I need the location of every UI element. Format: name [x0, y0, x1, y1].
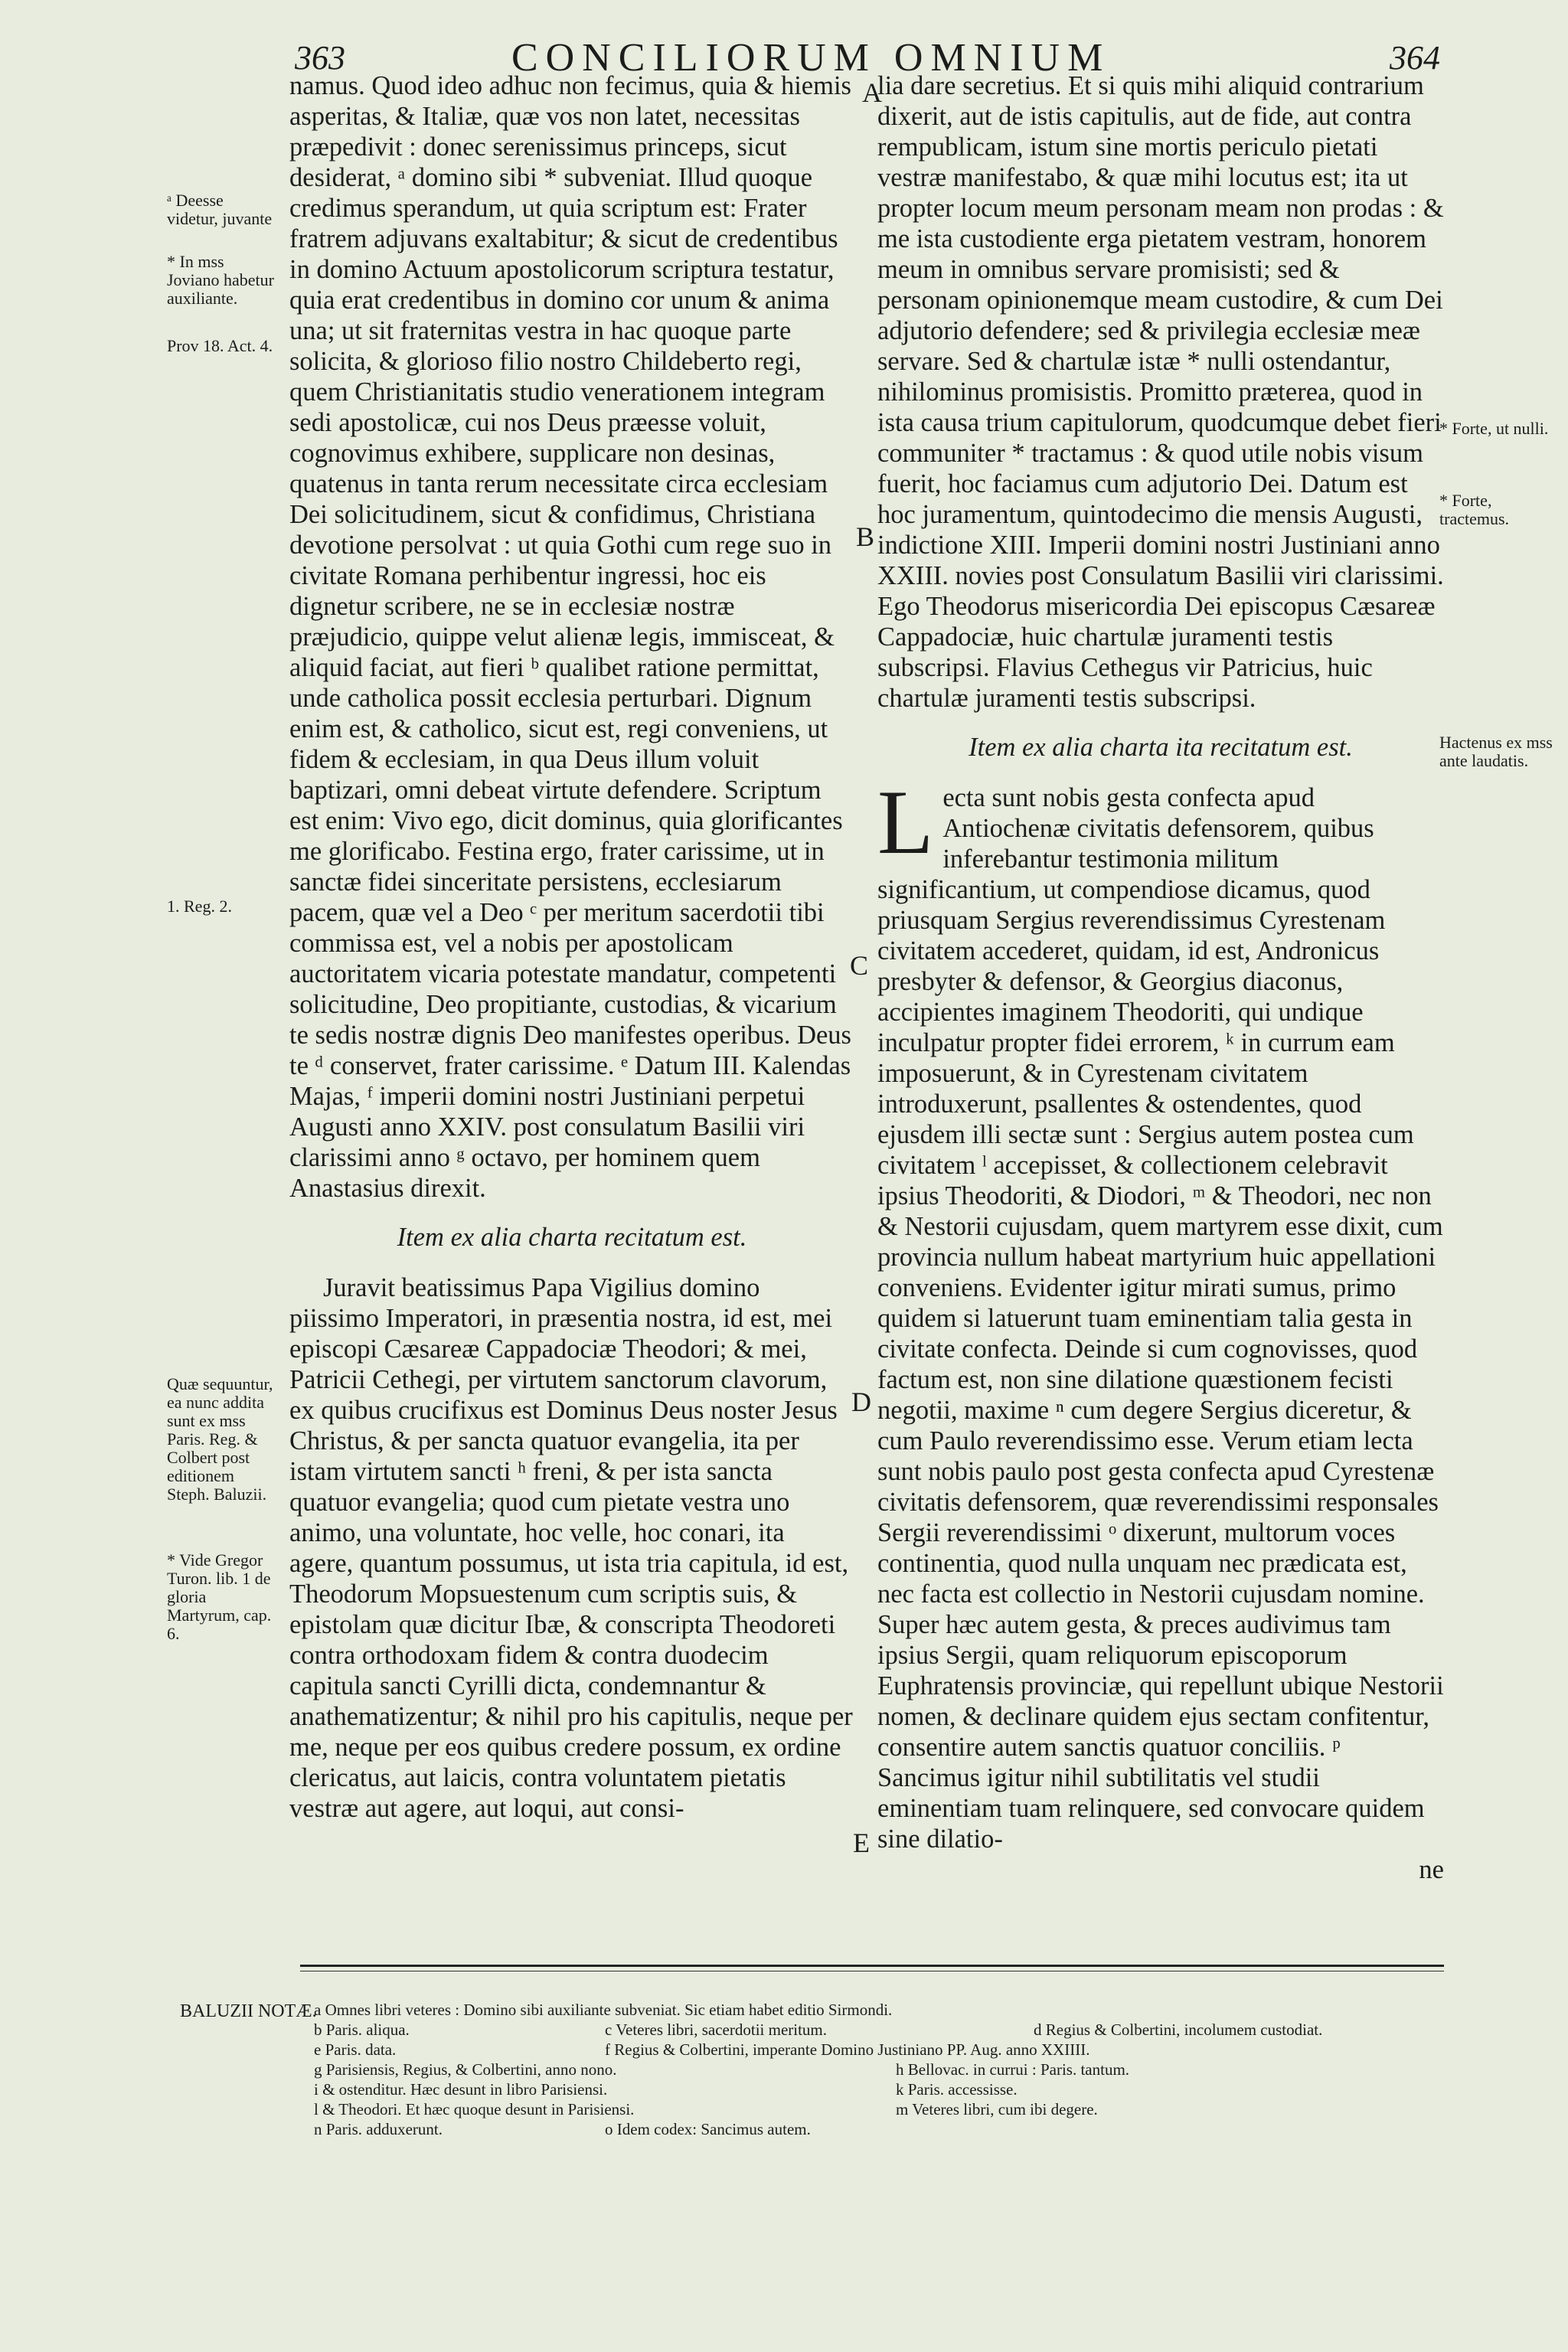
footnote-row: [314, 2000, 1447, 2020]
section-letter-a: A: [862, 77, 882, 108]
footnote: e Paris. data.: [314, 2040, 397, 2059]
page-number-right: 364: [1390, 39, 1440, 77]
footnote: a Omnes libri veteres : Domino sibi auxiliante subveniat. Sic etiam habet editio Sirmondi.: [314, 2001, 893, 2019]
footnote: f Regius & Colbertini, imperante Domino Justiniano PP. Aug. anno XXIIII.: [605, 2040, 1090, 2059]
footnote: k Paris. accessisse.: [896, 2080, 1018, 2099]
footnote-row: [314, 2099, 1447, 2119]
footnote-row: [314, 2060, 1447, 2079]
body-paragraph: lia dare secretius. Et si quis mihi aliquid contrarium dixerit, aut de istis capitulis, aut de fide, aut contra rempublicam, istum sine mortis periculo pietati vestræ manifestabo, & quæ mihi locutus est; ita ut propter locum meum personam meam non prodas : & me ista custodiente erga pietatem vestram, honorem meum in omnibus servare promisisti; sed & personam opinionemque meam custodire, & cum Dei adjutorio defendere; sed & privilegia ecclesiæ meæ servare. Sed & chartulæ istæ * nulli ostendantur, nihilominus promisistis. Promitto præterea, quod in ista causa trium capitulorum, quodcumque debet fieri communiter * tractamus : & quod utile nobis visum fuerit, hoc faciamus cum adjutorio Dei. Datum est hoc juramentum, quintodecimo die mensis Augusti, indictione XIII. Imperii domini nostri Justiniani anno XXIII. novies post Consulatum Basilii viri clarissimi. Ego Theodorus misericordia Dei episcopus Cæsareæ Cappadociæ, huic chartulæ juramenti testis subscripsi. Flavius Cethegus vir Patricius, huic chartulæ juramenti testis subscripsi.: [877, 71, 1444, 713]
catchword: ne: [1419, 1855, 1444, 1884]
dropcap-paragraph: [877, 771, 1444, 1854]
drop-capital: L: [877, 771, 934, 873]
footnote-row: [314, 2020, 1447, 2040]
footnotes-label: BALUZII NOTÆ.: [180, 2001, 317, 2021]
body-paragraph: Juravit beatissimus Papa Vigilius domino piissimo Imperatori, in præsentia nostra, id est, mei episcopi Cæsareæ Cappadociæ Theodori; & mei, Patricii Cethegi, per virtutem sanctorum clavorum, ex quibus crucifixus est Dominus Deus noster Jesus Christus, & per sancta quatuor evangelia, ita per istam virtutem sancti ʰ freni, & per ista sancta quatuor evangelia; quod cum pietate vestra uno animo, una voluntate, hoc velle, hoc conari, ita agere, quantum possumus, ut ista tria capitula, id est, Theodorum Mopsuestenum cum scriptis suis, & epistolam quæ dicitur Ibæ, & conscripta Theodoreti contra orthodoxam fidem & contra duodecim capitula sancti Cyrilli dicta, condemnantur & anathematizentur; & nihil pro his capitulis, neque per me, neque per eos quibus credere possum, ex ordine clericatus, aut laicis, contra voluntatem pietatis vestræ aut agere, aut loqui, aut consi-: [289, 1273, 853, 1823]
margin-note: ᵃ Deesse videtur, juvante: [167, 191, 273, 228]
margin-note: * Vide Gregor Turon. lib. 1 de gloria Martyrum, cap. 6.: [167, 1550, 272, 1643]
margin-note: Prov 18. Act. 4.: [167, 336, 273, 355]
margin-note: 1. Reg. 2.: [167, 897, 232, 916]
margin-note: Hactenus ex mss ante laudatis.: [1439, 733, 1553, 770]
margin-note: * In mss Joviano habetur auxiliante.: [167, 252, 274, 308]
page-number-left: 363: [295, 39, 345, 77]
footnote: d Regius & Colbertini, incolumem custodiat.: [1034, 2020, 1323, 2039]
footnote-row: [314, 2079, 1447, 2099]
margin-note: * Forte, ut nulli.: [1439, 419, 1549, 438]
margin-note: Quæ sequuntur, ea nunc addita sunt ex mss Paris. Reg. & Colbert post editionem Steph. Baluzii.: [167, 1374, 273, 1504]
section-letter-d: D: [851, 1387, 871, 1417]
footnote: h Bellovac. in currui : Paris. tantum.: [896, 2060, 1130, 2079]
footnote: b Paris. aliqua.: [314, 2020, 410, 2039]
footnote: m Veteres libri, cum ibi degere.: [896, 2100, 1098, 2118]
footnote-row: [314, 2119, 1447, 2139]
section-letter-c: C: [850, 950, 869, 981]
body-paragraph: ecta sunt nobis gesta confecta apud Antiochenæ civitatis defensorem, quibus inferebantur testimonia militum significantium, ut compendiose dicamus, quod priusquam Sergius reverendissimus Cyrestenam civitatem accederet, quidam, id est, Andronicus presbyter & defensor, & Georgius diaconus, accipientes imaginem Theodoriti, qui undique inculpatur propter fidei errorem, ᵏ in currum eam imposuerunt, & in Cyrestenam civitatem introduxerunt, psallentes & ostendentes, quod ejusdem illi sectæ sunt : Sergius autem postea cum civitatem ˡ accepisset, & collectionem celebravit ipsius Theodoriti, & Diodori, ᵐ & Theodori, nec non & Nestorii cujusdam, quem martyrem esse dixit, cum provincia nullum habeat martyrium huic appellationi conveniens. Evidenter igitur mirati sumus, primo quidem si latuerunt tuam eminentiam talia gesta in civitate confecta. Deinde si cum cognovisses, quod factum est, non sine dilatione quæstionem fecisti negotii, maxime ⁿ cum degere Sergius diceretur, & cum Paulo reverendissimo esse. Verum etiam lecta sunt nobis paulo post gesta confecta apud Cyrestenæ civitatis defensorem, quæ reverendissimi responsales Sergii reverendissimi ᵒ dixerunt, multorum voces continentia, quod nulla unquam nec prædicata est, nec facta est collectio in Nestorii cujusdam nomine. Super hæc autem gesta, & preces audivimus tam ipsius Sergii, quam reliquorum episcoporum Euphratensis provinciæ, qui repellunt ubique Nestorii nomen, & declinare quidem ejus sectam confitentur, consentire autem sanctis quatuor conciliis. ᵖ Sancimus igitur nihil subtilitatis vel studii eminentiam tuam relinquere, sed convocare quidem sine dilatio-: [877, 783, 1444, 1854]
footnote: o Idem codex: Sancimus autem.: [605, 2120, 811, 2138]
section-letter-b: B: [856, 521, 875, 552]
margin-note: * Forte, tractemus.: [1439, 491, 1510, 528]
footnote: g Parisiensis, Regius, & Colbertini, anno nono.: [314, 2060, 617, 2079]
footnote: c Veteres libri, sacerdotii meritum.: [605, 2020, 828, 2039]
body-paragraph: namus. Quod ideo adhuc non fecimus, quia & hiemis asperitas, & Italiæ, quæ vos non latet, necessitas præpedivit : donec serenissimus princeps, sicut desiderat, ᵃ domino sibi * subveniat. Illud quoque credimus sperandum, ut quia scriptum est: Frater fratrem adjuvans exaltabitur; & sicut de credentibus in domino Actuum apostolicorum scriptura testatur, quia erat credentibus in domino cor unum & anima una; ut sit fraternitas vestra in hac quoque parte solicita, & glorioso filio nostro Childeberto regi, quem Christianitatis studio venerationem integram sedi apostolicæ, cui nos Deus præesse voluit, cognovimus exhibere, supplicare non desinas, quatenus in tanta rerum necessitate circa ecclesiam Dei solicitudinem, sicut & confidimus, Christiana devotione persolvat : ut quia Gothi cum rege suo in civitate Romana perhibentur ingressi, hoc eis dignetur scribere, ne se in ecclesiæ nostræ præjudicio, quippe velut alienæ legis, immisceat, & aliquid faciat, aut fieri ᵇ qualibet ratione permittat, unde catholica possit ecclesia perturbari. Dignum enim est, & catholico, sicut est, regi conveniens, ut fidem & ecclesiam, in qua Deus illum voluit baptizari, omni debeat virtute defendere. Scriptum est enim: Vivo ego, dicit dominus, quia glorificantes me glorificabo. Festina ergo, frater carissime, ut in sanctæ fidei sinceritate persistens, ecclesiarum pacem, quæ vel a Deo ᶜ per meritum sacerdotii tibi commissa est, vel a nobis per apostolicam auctoritatem vicaria potestate mandatur, competenti solicitudine, Deo propitiante, custodias, & vicarium te sedis nostræ dignis Deo manifestes operibus. Deus te ᵈ conservet, frater carissime. ᵉ Datum III. Kalendas Majas, ᶠ imperii domini nostri Justiniani perpetui Augusti anno XXIV. post consulatum Basilii viri clarissimi anno ᵍ octavo, per hominem quem Anastasius direxit.: [289, 71, 851, 1203]
footnote: n Paris. adduxerunt.: [314, 2120, 443, 2138]
footnote-row: [314, 2040, 1447, 2060]
footnote: i & ostenditur. Hæc desunt in libro Parisiensi.: [314, 2080, 608, 2099]
footnote: l & Theodori. Et hæc quoque desunt in Parisiensi.: [314, 2100, 635, 2118]
right-column: [877, 70, 1444, 1885]
section-letter-e: E: [853, 1828, 870, 1858]
section-heading: Item ex alia charta recitatum est.: [397, 1223, 747, 1252]
footnotes: [314, 2000, 1447, 2139]
section-heading: Item ex alia charta ita recitatum est.: [969, 733, 1353, 762]
running-title: CONCILIORUM OMNIUM: [511, 36, 1111, 80]
footnote-rule: [300, 1965, 1444, 1967]
left-column: [289, 70, 854, 1824]
